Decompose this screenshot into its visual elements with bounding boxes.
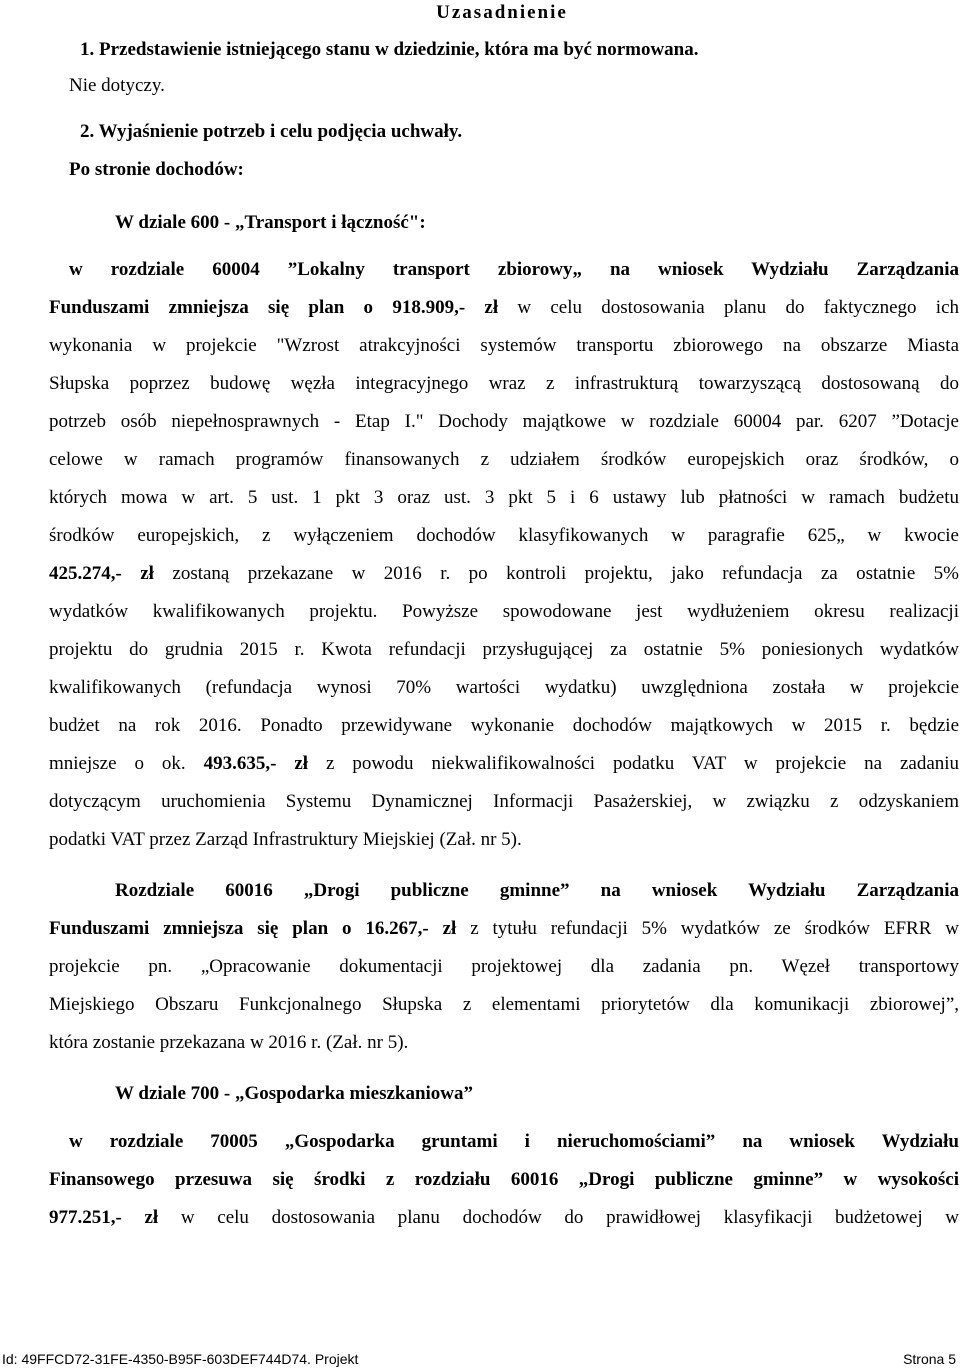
- footer-document-id: Id: 49FFCD72-31FE-4350-B95F-603DEF744D74. Projekt: [2, 1351, 359, 1367]
- p1-line-11: projektu do grudnia 2015 r. Kwota refundacji przysługującej za ostatnie 5% poniesionych wydatków: [49, 639, 959, 660]
- p1-line-7: których mowa w art. 5 ust. 1 pkt 3 oraz ust. 3 pkt 5 i 6 ustawy lub płatności w ramach budżetu: [49, 487, 959, 508]
- section-2-title: 2. Wyjaśnienie potrzeb i celu podjęcia uchwały.: [80, 121, 463, 142]
- p1-line-5: potrzeb osób niepełnosprawnych - Etap I." Dochody majątkowe w rozdziale 60004 par. 6207 ”Dotacje: [49, 411, 959, 432]
- p1-amount-493635: 493.635,- zł: [203, 753, 309, 774]
- p1-line-4: Słupska poprzez budowę węzła integracyjnego wraz z infrastrukturą towarzyszącą dostosowaną do: [49, 373, 959, 394]
- p3-line-3-rest: w celu dostosowania planu dochodów do prawidłowej klasyfikacji budżetowej w: [180, 1207, 959, 1228]
- section-1-text: Nie dotyczy.: [69, 75, 165, 96]
- p1-line-15: dotyczącym uruchomienia Systemu Dynamicznej Informacji Pasażerskiej, w związku z odzyskaniem: [49, 791, 959, 812]
- p1-line-14-pre: mniejsze o ok.: [49, 753, 186, 774]
- p1-line-9: [49, 562, 959, 586]
- p3-line-1: w rozdziale 70005 „Gospodarka gruntami i nieruchomościami” na wniosek Wydziału: [69, 1131, 959, 1152]
- p1-line-1: w rozdziale 60004 ”Lokalny transport zbiorowy„ na wniosek Wydziału Zarządzania: [69, 259, 959, 280]
- income-side-label: Po stronie dochodów:: [69, 159, 244, 180]
- section-1-title: 1. Przedstawienie istniejącego stanu w dziedzinie, która ma być normowana.: [80, 39, 699, 60]
- p1-line-16: podatki VAT przez Zarząd Infrastruktury Miejskiej (Zał. nr 5).: [49, 829, 522, 850]
- p2-line-4: Miejskiego Obszaru Funkcjonalnego Słupska z elementami priorytetów dla komunikacji zbiorowej”,: [49, 994, 959, 1015]
- p1-line-10: wydatków kwalifikowanych projektu. Powyższe spowodowane jest wydłużeniem okresu realizacji: [49, 601, 959, 622]
- document-heading: Uzasadnienie: [436, 2, 568, 23]
- p1-line-2: [49, 296, 959, 320]
- p1-line-14: [49, 752, 959, 776]
- p1-line-2-rest: w celu dostosowania planu do faktycznego ich: [517, 297, 960, 318]
- p2-amount-16267: Funduszami zmniejsza się plan o 16.267,- zł: [49, 918, 457, 939]
- p1-amount-425274: 425.274,- zł: [49, 563, 154, 584]
- p2-line-2: [49, 917, 959, 941]
- p1-line-3: wykonania w projekcie "Wzrost atrakcyjności systemów transportu zbiorowego na obszarze Miasta: [49, 335, 959, 356]
- p1-line-6: celowe w ramach programów finansowanych z udziałem środków europejskich oraz środków, o: [49, 449, 959, 470]
- p2-line-5: która zostanie przekazana w 2016 r. (Zał. nr 5).: [49, 1032, 409, 1053]
- p3-amount-977251: 977.251,- zł: [49, 1207, 159, 1228]
- p2-line-2-rest: z tytułu refundacji 5% wydatków ze środków EFRR w: [470, 918, 959, 939]
- p2-line-3: projekcie pn. „Opracowanie dokumentacji projektowej dla zadania pn. Węzeł transportowy: [49, 956, 959, 977]
- p1-line-13: budżet na rok 2016. Ponadto przewidywane wykonanie dochodów majątkowych w 2015 r. będzie: [49, 715, 959, 736]
- p1-line-12: kwalifikowanych (refundacja wynosi 70% wartości wydatku) uwzględniona została w projekcie: [49, 677, 959, 698]
- p3-line-2: Finansowego przesuwa się środki z rozdziału 60016 „Drogi publiczne gminne” w wysokości: [49, 1169, 959, 1190]
- p1-line-9-rest: zostaną przekazane w 2016 r. po kontroli projektu, jako refundacja za ostatnie 5%: [172, 563, 959, 584]
- dzial-700-heading: W dziale 700 - „Gospodarka mieszkaniowa”: [115, 1083, 474, 1104]
- p1-line-8: środków europejskich, z wyłączeniem dochodów klasyfikowanych w paragrafie 625„ w kwocie: [49, 525, 959, 546]
- p1-line-14-rest: z powodu niekwalifikowalności podatku VAT w projekcie na zadaniu: [325, 753, 960, 774]
- p2-line-1: Rozdziale 60016 „Drogi publiczne gminne” na wniosek Wydziału Zarządzania: [115, 880, 959, 901]
- footer-page-number: Strona 5: [903, 1351, 956, 1367]
- p1-amount-918909: Funduszami zmniejsza się plan o 918.909,- zł: [49, 297, 499, 318]
- p3-line-3: [49, 1206, 959, 1230]
- dzial-600-heading: W dziale 600 - „Transport i łączność":: [115, 212, 426, 233]
